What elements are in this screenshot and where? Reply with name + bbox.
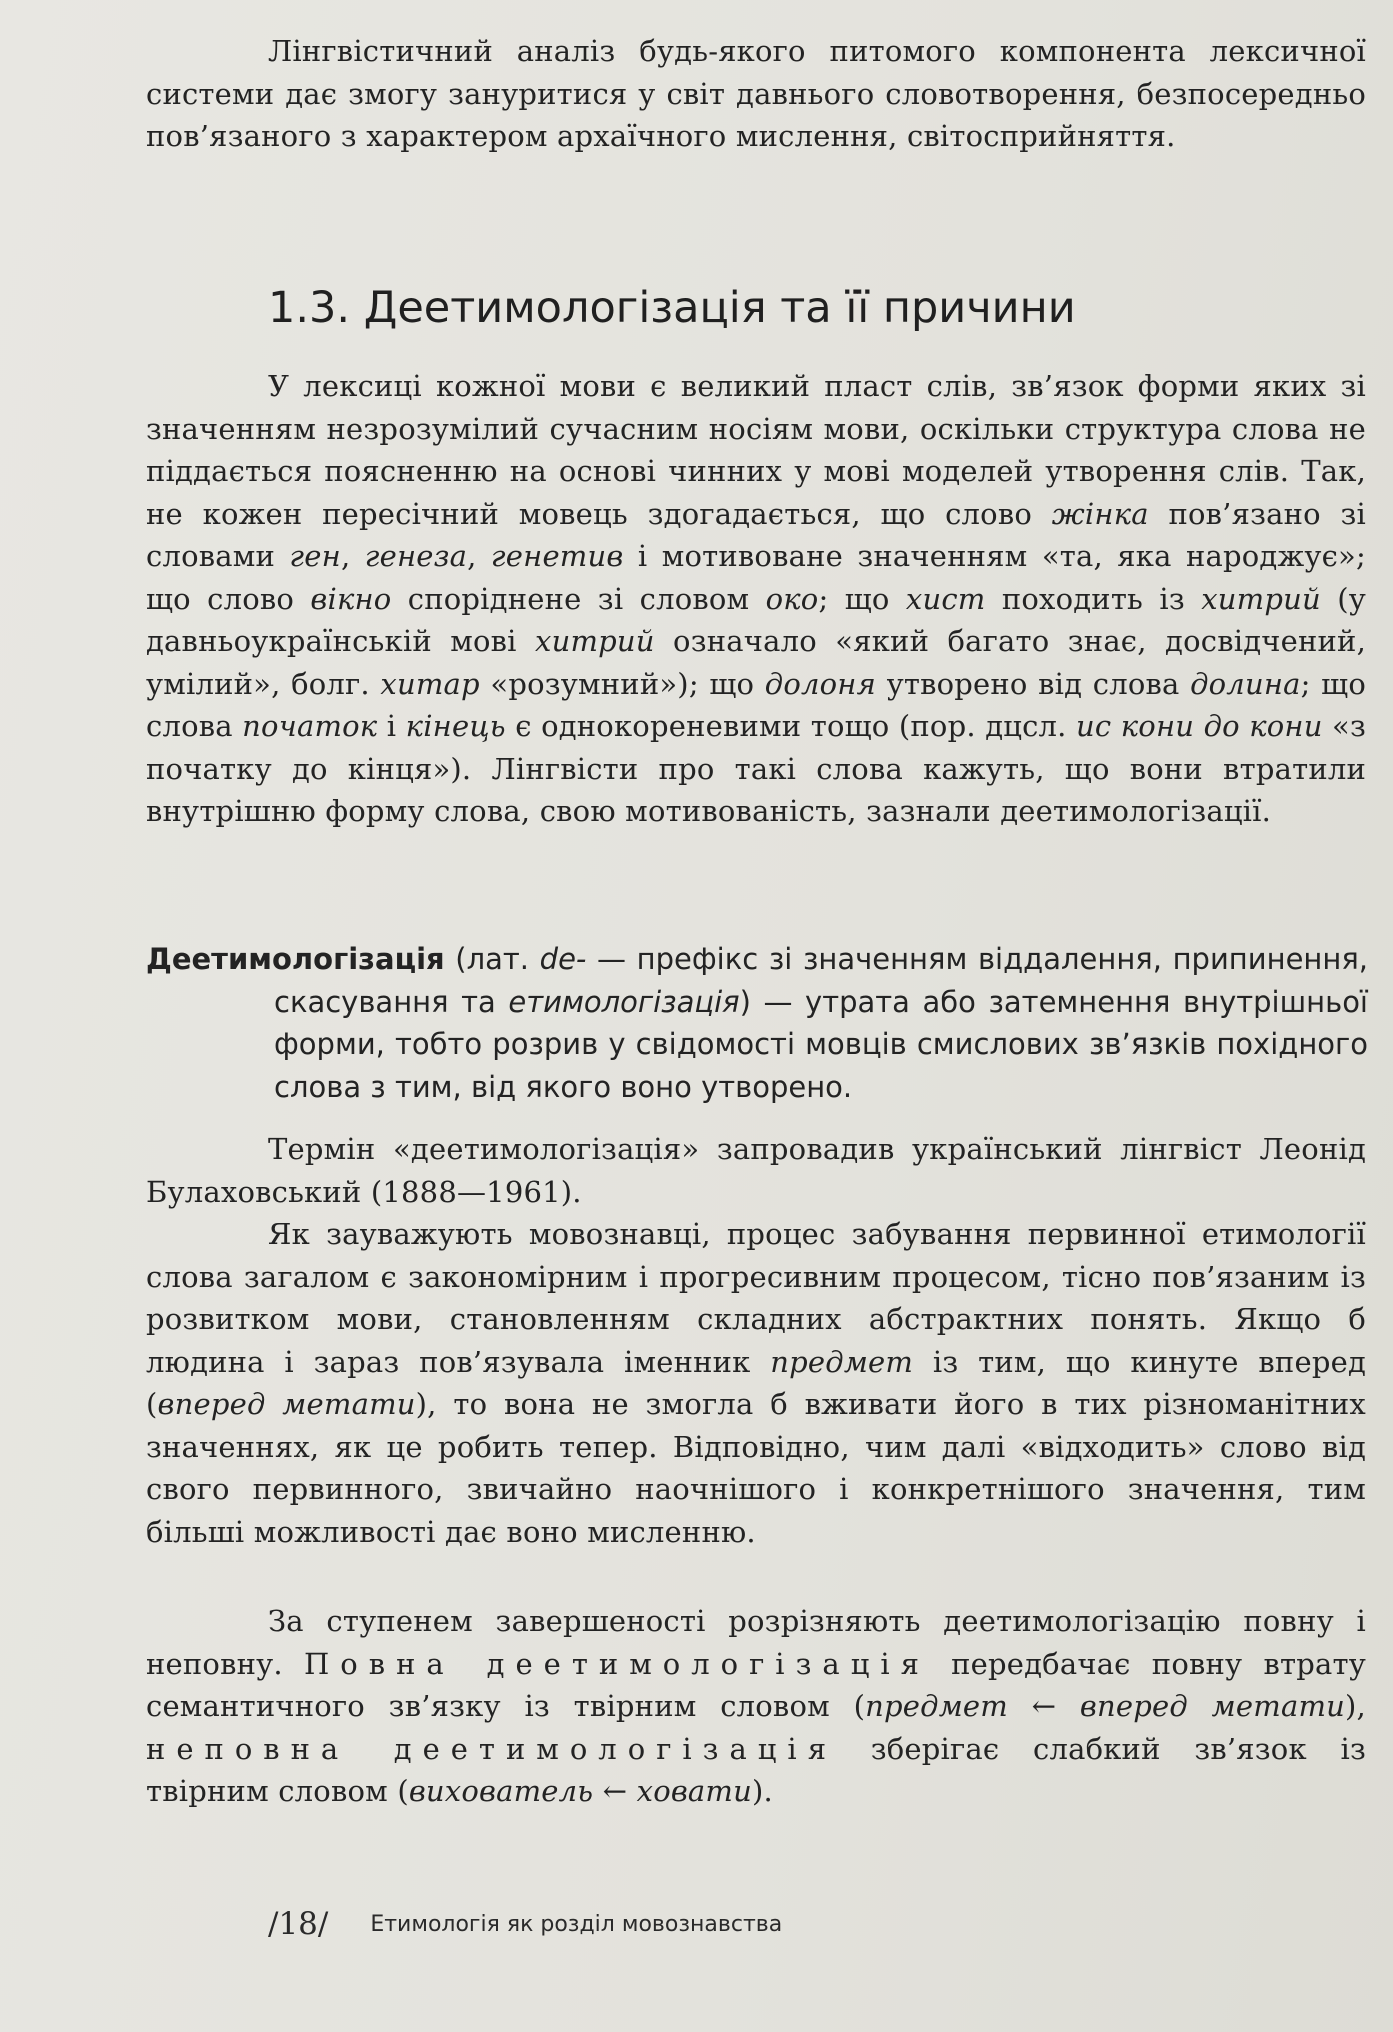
section-title: 1.3. Деетимологізація та її причини: [268, 283, 1076, 333]
paragraph-5: За ступенем завершеності розрізняють деетимологізацію повну і неповну. Повна деетимологізація передбачає повну втрату семантичного зв’язку із твірним словом (предмет ← вперед метати), неповна деетимологізація зберігає слабкий зв’язок із твірним словом (вихователь ← ховати).: [146, 1604, 1366, 1808]
paragraph-4-block: [146, 1213, 1366, 1553]
paragraph-3: Термін «деетимологізація» запровадив український лінгвіст Леонід Булаховський (1888—1961).: [146, 1132, 1366, 1209]
term-full-deetymologization: Повна деетимологізація: [304, 1646, 930, 1681]
paragraph-2: У лексиці кожної мови є великий пласт слів, зв’язок форми яких зі значенням незрозумілий сучасним носіям мови, оскільки структура слова не піддається поясненню на основі чинних у мові моделей утворення слів. Так, не кожен пересічний мовець здогадається, що слово жінка пов’язано зі словами ген, генеза, генетив і мотивоване значенням «та, яка народжує»; що слово вікно споріднене зі словом око; що хист походить із хитрий (у давньоукраїнській мові хитрий означало «який багато знає, досвідчений, умілий», болг. хитар «розумний»); що долоня утворено від слова долина; що слова початок і кінець є однокореневими тощо (пор. дцсл. ис кони до кони «з початку до кінця»). Лінгвісти про такі слова кажуть, що вони втратили внутрішню форму слова, свою мотивованість, зазнали деетимологізації.: [146, 369, 1367, 828]
paragraph-3-block: [146, 1128, 1366, 1213]
paragraph-5-block: [146, 1600, 1366, 1813]
definition-term: Деетимологізація: [146, 942, 445, 976]
intro-block: [146, 30, 1366, 158]
definition-block: Деетимологізація (лат. de- — префікс зі значенням віддалення, припинення, скасування та етимологізація) — утрата або затемнення внутрішньої форми, тобто розрив у свідомості мовців смислових зв’язків похідного слова з тим, від якого воно утворено.: [146, 942, 1368, 1104]
term-partial-deetymologization: неповна деетимологізація: [146, 1731, 837, 1766]
running-title: Етимологія як розділ мовознавства: [370, 1912, 783, 1937]
intro-paragraph: Лінгвістичний аналіз будь-якого питомого компонента лексичної системи дає змогу зануритися у світ давнього словотворення, безпосередньо пов’язаного з характером архаїчного мислення, світосприйняття.: [146, 34, 1366, 153]
paragraph-2-block: [146, 365, 1366, 833]
page-number: /18/: [268, 1906, 329, 1942]
paragraph-4: Як зауважують мовознавці, процес забування первинної етимології слова загалом є закономірним і прогресивним процесом, тісно пов’язаним із розвитком мови, становленням складних абстрактних понять. Якщо б людина і зараз пов’язувала іменник предмет із тим, що кинуте вперед (вперед метати), то вона не змогла б вживати його в тих різноманітних значеннях, як це робить тепер. Відповідно, чим далі «відходить» слово від свого первинного, звичайно наочнішого і конкретнішого значення, тим більші можливості дає воно мисленню.: [146, 1217, 1366, 1549]
page-footer: [268, 1906, 782, 1942]
